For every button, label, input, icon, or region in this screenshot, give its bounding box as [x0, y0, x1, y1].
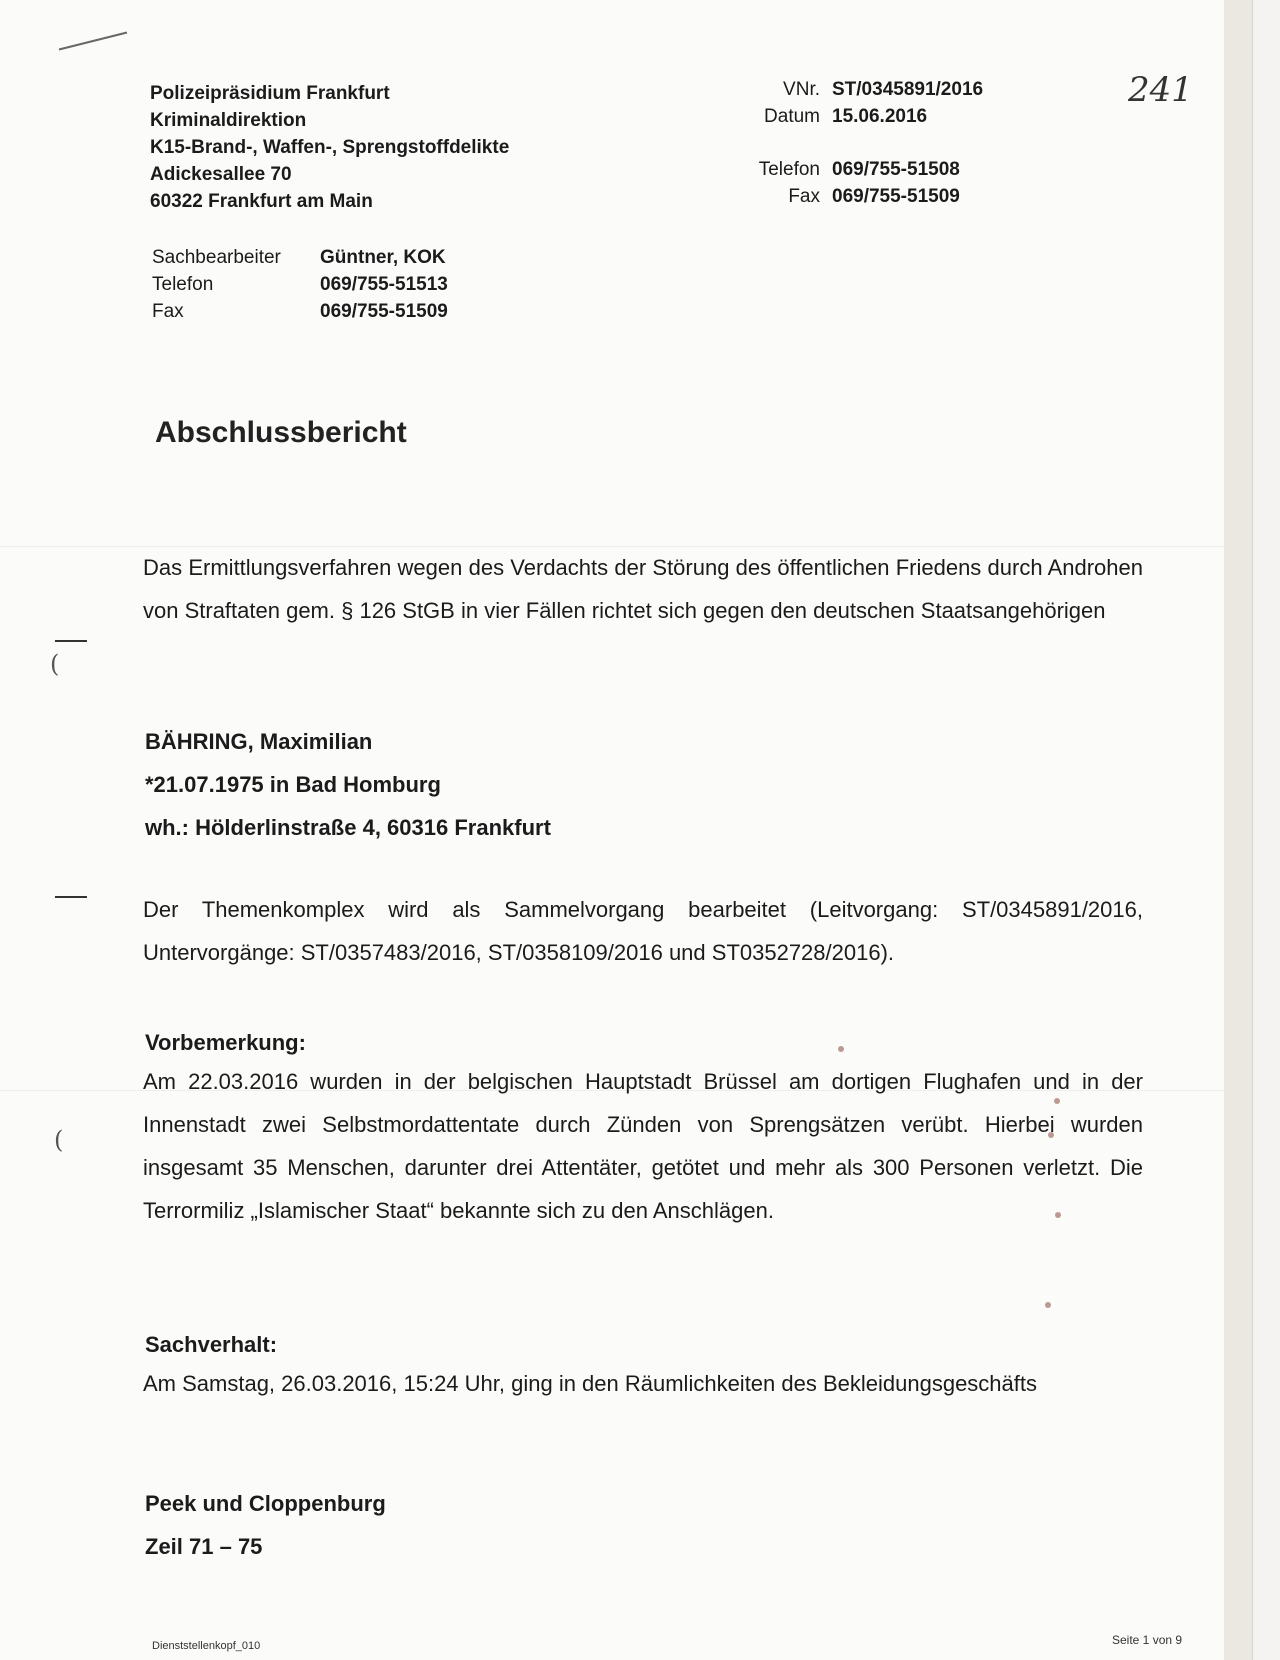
officer-fax-label: Fax: [152, 301, 184, 322]
punch-mark: [55, 896, 87, 898]
handwritten-page-number: 241: [1128, 70, 1193, 110]
officer-phone-label: Telefon: [152, 274, 214, 295]
sender-line: 60322 Frankfurt am Main: [150, 191, 373, 212]
page-edge: [1224, 0, 1252, 1660]
officer-fax-value: 069/755-51509: [320, 301, 448, 322]
vnr-value: ST/0345891/2016: [832, 79, 984, 100]
sender-line: Polizeipräsidium Frankfurt: [150, 83, 390, 104]
margin-mark: (: [50, 650, 60, 678]
facts-paragraph: Am Samstag, 26.03.2016, 15:24 Uhr, ging in den Räumlichkeiten des Bekleidungsgeschäfts: [143, 1371, 1037, 1396]
officer-name-row: [152, 244, 448, 271]
suspect-address: wh.: Hölderlinstraße 4, 60316 Frankfurt: [145, 815, 551, 840]
officer-block: [152, 244, 448, 325]
suspect-name: BÄHRING, Maximilian: [145, 729, 373, 754]
date-value: 15.06.2016: [832, 106, 928, 127]
suspect-birth: *21.07.1975 in Bad Homburg: [145, 772, 441, 797]
phone-row: [740, 156, 983, 183]
officer-fax-row: [152, 298, 448, 325]
stain: [1045, 1302, 1051, 1308]
store-name: Peek und Cloppenburg: [145, 1491, 386, 1516]
page-number: Seite 1 von 9: [1112, 1633, 1183, 1647]
preliminary-heading: Vorbemerkung:: [145, 1030, 306, 1055]
officer-name-label: Sachbearbeiter: [152, 247, 281, 268]
phone-value: 069/755-51508: [832, 159, 960, 180]
topic-complex-paragraph: Der Themenkomplex wird als Sammelvorgang bearbeitet (Leitvorgang: ST/0345891/2016, Untervorgänge: ST/0357483/2016, ST/0358109/2016 und ST0352728/2016).: [143, 897, 1143, 965]
sender-line: Kriminaldirektion: [150, 110, 307, 131]
officer-phone-row: [152, 271, 448, 298]
store-address: Zeil 71 – 75: [145, 1534, 263, 1559]
vnr-row: [740, 76, 983, 103]
phone-label: Telefon: [758, 159, 820, 180]
form-id: Dienststellenkopf_010: [152, 1640, 261, 1652]
pencil-mark: [59, 32, 127, 51]
margin-mark: (: [54, 1126, 64, 1154]
intro-paragraph: Das Ermittlungsverfahren wegen des Verdachts der Störung des öffentlichen Friedens durch Androhen von Straftaten gem. § 126 StGB in vier Fällen richtet sich gegen den deutschen Staatsangehörigen: [143, 555, 1143, 623]
date-row: [740, 103, 983, 130]
sender-line: Adickesallee 70: [150, 164, 292, 185]
sender-line: K15-Brand-, Waffen-, Sprengstoffdelikte: [150, 137, 510, 158]
stain: [838, 1046, 844, 1052]
sender-address: [150, 80, 509, 215]
date-label: Datum: [764, 106, 820, 127]
fax-value: 069/755-51509: [832, 186, 960, 207]
punch-mark: [55, 640, 87, 642]
reference-block: [740, 76, 983, 210]
document-title: Abschlussbericht: [155, 416, 407, 449]
fax-label: Fax: [788, 186, 820, 207]
preliminary-paragraph: Am 22.03.2016 wurden in der belgischen Hauptstadt Brüssel am dortigen Flughafen und in der Innenstadt zwei Selbstmordattentate durch Zünden von Sprengsätzen verübt. Hierbei wurden insgesamt 35 Menschen, darunter drei Attentäter, getötet und mehr als 300 Personen verletzt. Die Terrormiliz „Islamischer Staat“ bekannte sich zu den Anschlägen.: [143, 1069, 1143, 1223]
officer-name-value: Güntner, KOK: [320, 247, 446, 268]
fax-row: [740, 183, 983, 210]
facts-heading: Sachverhalt:: [145, 1332, 278, 1357]
vnr-label: VNr.: [783, 79, 820, 100]
officer-phone-value: 069/755-51513: [320, 274, 448, 295]
